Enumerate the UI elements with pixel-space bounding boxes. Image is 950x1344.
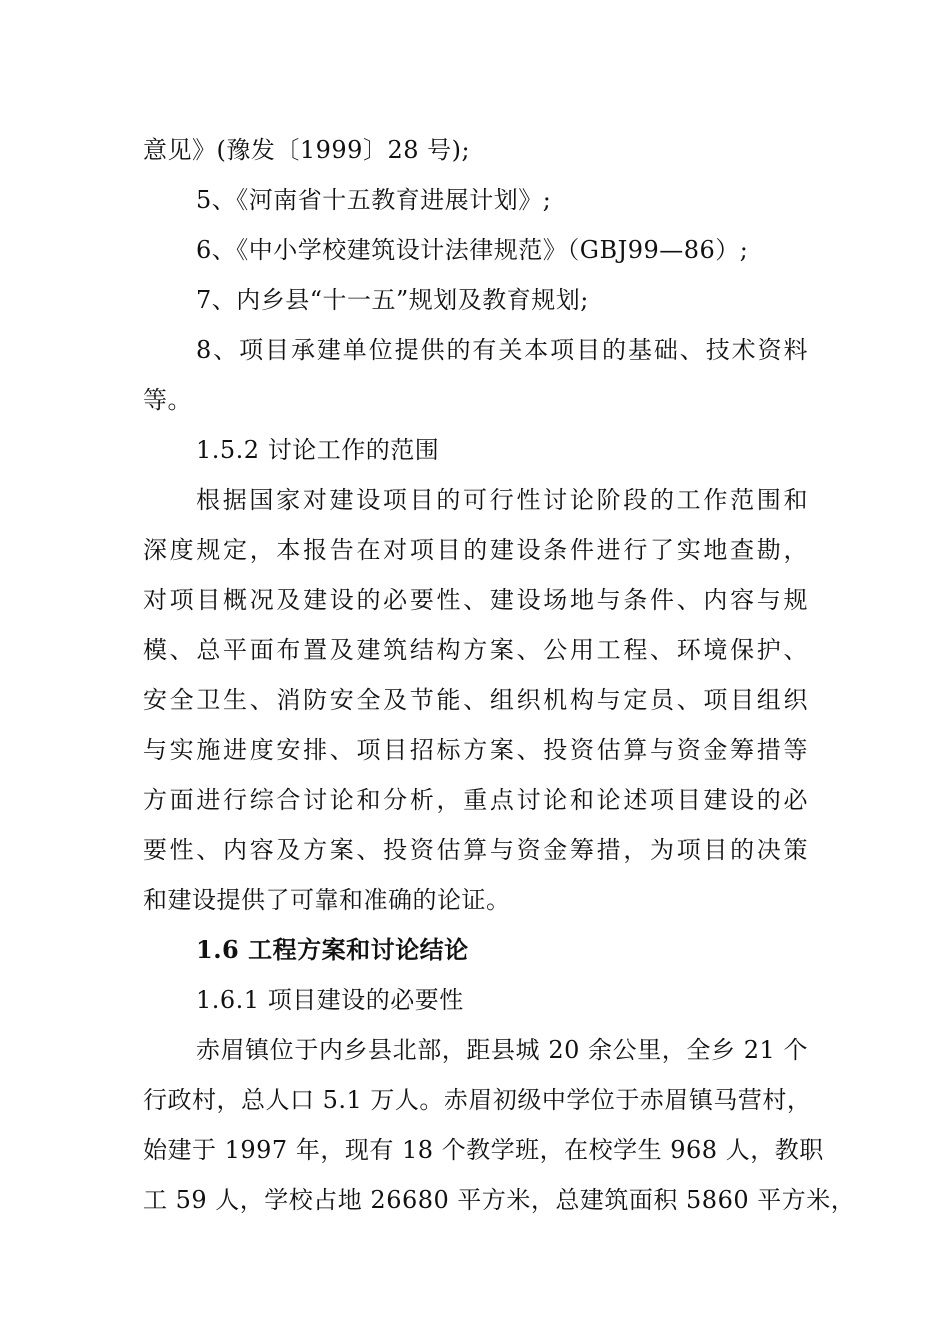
- paragraph-line: 要性、内容及方案、投资估算与资金筹措，为项目的决策: [143, 836, 808, 864]
- paragraph-line: 方面进行综合讨论和分析，重点讨论和论述项目建设的必: [143, 786, 808, 814]
- paragraph-line: 与实施进度安排、项目招标方案、投资估算与资金筹措等: [143, 736, 808, 764]
- paragraph-line: 工 59 人，学校占地 26680 平方米，总建筑面积 5860 平方米，: [143, 1186, 856, 1214]
- section-heading-1-6: 1.6 工程方案和讨论结论: [196, 935, 469, 964]
- list-item-8: 8、项目承建单位提供的有关本项目的基础、技术资料: [196, 336, 808, 364]
- paragraph-line: 模、总平面布置及建筑结构方案、公用工程、环境保护、: [143, 636, 808, 664]
- list-item-6: 6、《中小学校建筑设计法律规范》（GBJ99—86）;: [196, 236, 749, 264]
- paragraph-line: 根据国家对建设项目的可行性讨论阶段的工作范围和: [196, 486, 808, 514]
- paragraph-line: 始建于 1997 年，现有 18 个教学班，在校学生 968 人，教职: [143, 1136, 824, 1164]
- list-item-7: 7、内乡县“十一五”规划及教育规划;: [196, 286, 589, 314]
- text-line-cont: 意见》(豫发〔1999〕28 号);: [143, 136, 471, 164]
- paragraph-line: 行政村，总人口 5.1 万人。赤眉初级中学位于赤眉镇马营村，: [143, 1086, 812, 1114]
- subsection-heading-1-5-2: 1.5.2 讨论工作的范围: [196, 436, 440, 464]
- list-item-8-cont: 等。: [143, 386, 192, 414]
- list-item-5: 5、《河南省十五教育进展计划》;: [196, 186, 552, 214]
- paragraph-line: 深度规定，本报告在对项目的建设条件进行了实地查勘，: [143, 536, 808, 564]
- paragraph-line: 赤眉镇位于内乡县北部，距县城 20 余公里，全乡 21 个: [196, 1036, 808, 1064]
- subsection-heading-1-6-1: 1.6.1 项目建设的必要性: [196, 986, 464, 1014]
- paragraph-line: 对项目概况及建设的必要性、建设场地与条件、内容与规: [143, 586, 808, 614]
- paragraph-line: 安全卫生、消防安全及节能、组织机构与定员、项目组织: [143, 686, 808, 714]
- paragraph-line: 和建设提供了可靠和准确的论证。: [143, 886, 511, 914]
